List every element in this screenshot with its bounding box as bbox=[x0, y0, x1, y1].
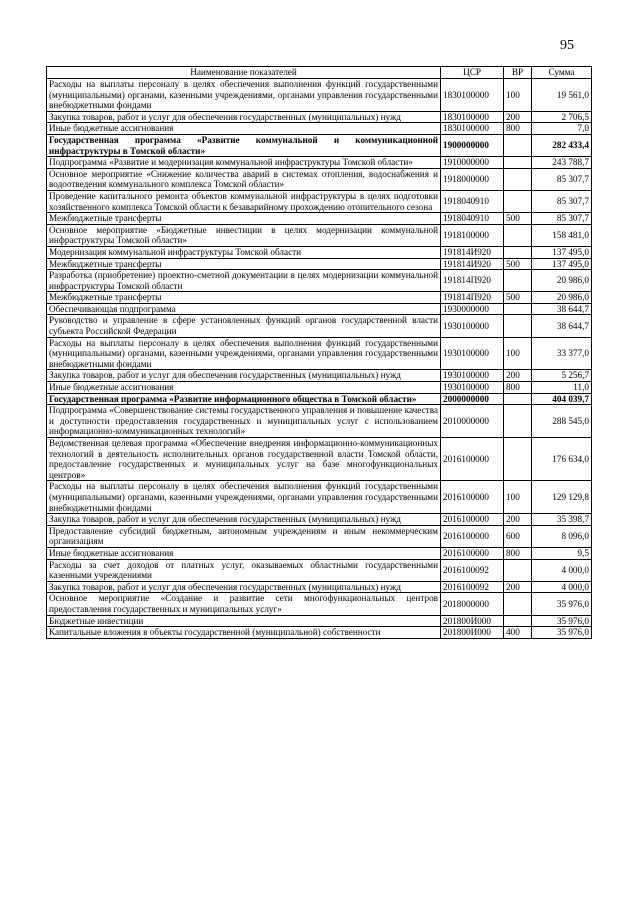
row-code-cell: 2016100000 bbox=[441, 547, 504, 559]
row-code-cell: 191814П920 bbox=[441, 270, 504, 292]
table-row bbox=[47, 111, 592, 123]
row-code-cell: 1930100000 bbox=[441, 370, 504, 382]
row-vr-cell: 200 bbox=[504, 370, 532, 382]
row-code-cell: 191814И920 bbox=[441, 258, 504, 270]
table-row bbox=[47, 337, 592, 370]
row-code-cell: 1918000000 bbox=[441, 168, 504, 190]
table-row bbox=[47, 258, 592, 270]
row-vr-cell: 100 bbox=[504, 481, 532, 514]
row-name-cell: Бюджетные инвестиции bbox=[47, 615, 441, 627]
row-sum-cell: 282 433,4 bbox=[532, 134, 592, 156]
row-name-cell: Иные бюджетные ассигнования bbox=[47, 382, 441, 394]
table-row bbox=[47, 615, 592, 627]
row-sum-cell: 35 976,0 bbox=[532, 593, 592, 615]
table-row bbox=[47, 190, 592, 212]
row-vr-cell bbox=[504, 405, 532, 438]
row-sum-cell: 20 986,0 bbox=[532, 292, 592, 304]
row-code-cell: 201800И000 bbox=[441, 627, 504, 639]
row-name-cell: Государственная программа «Развитие информационного общества в Томской области» bbox=[47, 393, 441, 405]
table-row bbox=[47, 134, 592, 156]
row-name-cell: Межбюджетные трансферты bbox=[47, 213, 441, 225]
row-code-cell: 2010000000 bbox=[441, 405, 504, 438]
row-name-cell: Закупка товаров, работ и услуг для обеспечения государственных (муниципальных) нужд bbox=[47, 111, 441, 123]
row-name-cell: Основное мероприятие «Снижение количества аварий в системах отопления, водоснабжения и водоотведения коммунального комплекса Томской области» bbox=[47, 168, 441, 190]
row-vr-cell bbox=[504, 559, 532, 581]
row-name-cell: Закупка товаров, работ и услуг для обеспечения государственных (муниципальных) нужд bbox=[47, 370, 441, 382]
row-code-cell: 201800И000 bbox=[441, 615, 504, 627]
row-code-cell: 1830100000 bbox=[441, 111, 504, 123]
row-name-cell: Проведение капитального ремонта объектов коммунальной инфраструктуры в целях подготовки хозяйственного комплекса Томской области к безаварийному прохождению отопительного сезона bbox=[47, 190, 441, 212]
row-sum-cell: 4 000,0 bbox=[532, 559, 592, 581]
row-code-cell: 2016100000 bbox=[441, 514, 504, 526]
row-vr-cell bbox=[504, 270, 532, 292]
column-header-code: ЦСР bbox=[441, 67, 504, 79]
row-sum-cell: 137 495,0 bbox=[532, 246, 592, 258]
table-row bbox=[47, 246, 592, 258]
row-sum-cell: 137 495,0 bbox=[532, 258, 592, 270]
table-row bbox=[47, 514, 592, 526]
column-header-name: Наименование показателей bbox=[47, 67, 441, 79]
row-name-cell: Разработка (приобретение) проектно-сметной документации в целях модернизации коммунальной инфраструктуры Томской области bbox=[47, 270, 441, 292]
row-vr-cell bbox=[504, 593, 532, 615]
row-vr-cell: 500 bbox=[504, 292, 532, 304]
table-row bbox=[47, 292, 592, 304]
table-row bbox=[47, 370, 592, 382]
table-row bbox=[47, 157, 592, 169]
row-name-cell: Иные бюджетные ассигнования bbox=[47, 123, 441, 135]
row-vr-cell: 500 bbox=[504, 258, 532, 270]
table-row bbox=[47, 481, 592, 514]
table-row bbox=[47, 213, 592, 225]
row-vr-cell bbox=[504, 438, 532, 481]
row-sum-cell: 404 039,7 bbox=[532, 393, 592, 405]
row-vr-cell: 200 bbox=[504, 514, 532, 526]
row-name-cell: Межбюджетные трансферты bbox=[47, 292, 441, 304]
row-sum-cell: 11,0 bbox=[532, 382, 592, 394]
row-vr-cell bbox=[504, 303, 532, 315]
row-sum-cell: 176 634,0 bbox=[532, 438, 592, 481]
row-code-cell: 1918100000 bbox=[441, 224, 504, 246]
row-sum-cell: 288 545,0 bbox=[532, 405, 592, 438]
row-vr-cell: 100 bbox=[504, 337, 532, 370]
row-sum-cell: 85 307,7 bbox=[532, 168, 592, 190]
row-code-cell: 191814П920 bbox=[441, 292, 504, 304]
page-number: 95 bbox=[560, 38, 574, 53]
row-name-cell: Подпрограмма «Совершенствование системы государственного управления и повышение качества и доступности предоставления государственных и муниципальных услуг с использованием информационно-коммуникационных технологий» bbox=[47, 405, 441, 438]
row-name-cell: Модернизация коммунальной инфраструктуры Томской области bbox=[47, 246, 441, 258]
row-sum-cell: 4 000,0 bbox=[532, 581, 592, 593]
row-vr-cell bbox=[504, 224, 532, 246]
row-name-cell: Руководство и управление в сфере установленных функций органов государственной власти субъекта Российской Федерации bbox=[47, 315, 441, 337]
row-code-cell: 2016100092 bbox=[441, 559, 504, 581]
table-row bbox=[47, 438, 592, 481]
row-name-cell: Обеспечивающая подпрограмма bbox=[47, 303, 441, 315]
table-row bbox=[47, 627, 592, 639]
row-name-cell: Расходы на выплаты персоналу в целях обеспечения выполнения функций государственными (муниципальными) органами, казенными учреждениями, органами управления государственными внебюджетными фондами bbox=[47, 481, 441, 514]
table-row bbox=[47, 547, 592, 559]
row-sum-cell: 19 561,0 bbox=[532, 79, 592, 112]
table-row bbox=[47, 581, 592, 593]
row-code-cell: 1930100000 bbox=[441, 315, 504, 337]
table-row bbox=[47, 303, 592, 315]
table-row bbox=[47, 123, 592, 135]
row-sum-cell: 35 398,7 bbox=[532, 514, 592, 526]
row-sum-cell: 38 644,7 bbox=[532, 315, 592, 337]
row-name-cell: Основное мероприятие «Создание и развитие сети многофункциональных центров предоставления государственных и муниципальных услуг» bbox=[47, 593, 441, 615]
row-code-cell: 1900000000 bbox=[441, 134, 504, 156]
budget-table bbox=[46, 66, 592, 639]
row-vr-cell: 400 bbox=[504, 627, 532, 639]
table-row bbox=[47, 168, 592, 190]
row-name-cell: Расходы на выплаты персоналу в целях обеспечения выполнения функций государственными (муниципальными) органами, казенными учреждениями, органами управления государственными внебюджетными фондами bbox=[47, 337, 441, 370]
column-header-vr: ВР bbox=[504, 67, 532, 79]
row-code-cell: 2000000000 bbox=[441, 393, 504, 405]
row-name-cell: Закупка товаров, работ и услуг для обеспечения государственных (муниципальных) нужд bbox=[47, 514, 441, 526]
row-name-cell: Закупка товаров, работ и услуг для обеспечения государственных (муниципальных) нужд bbox=[47, 581, 441, 593]
row-code-cell: 1918040910 bbox=[441, 190, 504, 212]
row-vr-cell bbox=[504, 190, 532, 212]
table-row bbox=[47, 270, 592, 292]
row-sum-cell: 5 256,7 bbox=[532, 370, 592, 382]
row-name-cell: Ведомственная целевая программа «Обеспечение внедрения информационно-коммуникационных технологий в деятельность исполнительных органов государственной власти Томской области, предоставление государственных и муниципальных услуг на базе многофункциональных центров» bbox=[47, 438, 441, 481]
row-vr-cell: 500 bbox=[504, 213, 532, 225]
table-row bbox=[47, 79, 592, 112]
column-header-sum: Сумма bbox=[532, 67, 592, 79]
row-sum-cell: 85 307,7 bbox=[532, 213, 592, 225]
row-sum-cell: 243 788,7 bbox=[532, 157, 592, 169]
row-code-cell: 1910000000 bbox=[441, 157, 504, 169]
row-name-cell: Государственная программа «Развитие коммунальной и коммуникационной инфраструктуры в Томской области» bbox=[47, 134, 441, 156]
row-vr-cell bbox=[504, 246, 532, 258]
table-row bbox=[47, 593, 592, 615]
row-vr-cell bbox=[504, 168, 532, 190]
row-name-cell: Капитальные вложения в объекты государственной (муниципальной) собственности bbox=[47, 627, 441, 639]
row-code-cell: 2018000000 bbox=[441, 593, 504, 615]
row-code-cell: 1930100000 bbox=[441, 382, 504, 394]
row-sum-cell: 38 644,7 bbox=[532, 303, 592, 315]
row-code-cell: 2016100092 bbox=[441, 581, 504, 593]
row-code-cell: 1830100000 bbox=[441, 123, 504, 135]
row-vr-cell bbox=[504, 615, 532, 627]
row-code-cell: 2016100000 bbox=[441, 525, 504, 547]
table-body bbox=[47, 79, 592, 639]
row-sum-cell: 7,0 bbox=[532, 123, 592, 135]
row-name-cell: Межбюджетные трансферты bbox=[47, 258, 441, 270]
table-row bbox=[47, 224, 592, 246]
table-header-row bbox=[47, 67, 592, 79]
row-vr-cell bbox=[504, 393, 532, 405]
row-sum-cell: 158 481,0 bbox=[532, 224, 592, 246]
row-vr-cell: 600 bbox=[504, 525, 532, 547]
row-sum-cell: 33 377,0 bbox=[532, 337, 592, 370]
row-vr-cell: 800 bbox=[504, 123, 532, 135]
table-row bbox=[47, 405, 592, 438]
row-name-cell: Подпрограмма «Развитие и модернизация коммунальной инфраструктуры Томской области» bbox=[47, 157, 441, 169]
row-code-cell: 1918040910 bbox=[441, 213, 504, 225]
row-sum-cell: 20 986,0 bbox=[532, 270, 592, 292]
row-sum-cell: 85 307,7 bbox=[532, 190, 592, 212]
row-code-cell: 1830100000 bbox=[441, 79, 504, 112]
row-vr-cell: 200 bbox=[504, 111, 532, 123]
row-code-cell: 2016100000 bbox=[441, 481, 504, 514]
row-sum-cell: 35 976,0 bbox=[532, 627, 592, 639]
row-code-cell: 1930000000 bbox=[441, 303, 504, 315]
table-row bbox=[47, 315, 592, 337]
row-vr-cell bbox=[504, 315, 532, 337]
row-vr-cell: 200 bbox=[504, 581, 532, 593]
row-name-cell: Основное мероприятие «Бюджетные инвестиции в целях модернизации коммунальной инфраструктуры Томской области» bbox=[47, 224, 441, 246]
row-vr-cell bbox=[504, 134, 532, 156]
table-row bbox=[47, 393, 592, 405]
table-row bbox=[47, 382, 592, 394]
row-name-cell: Предоставление субсидий бюджетным, автономным учреждениям и иным некоммерческим организациям bbox=[47, 525, 441, 547]
row-code-cell: 1930100000 bbox=[441, 337, 504, 370]
row-sum-cell: 9,5 bbox=[532, 547, 592, 559]
row-vr-cell: 100 bbox=[504, 79, 532, 112]
table-row bbox=[47, 559, 592, 581]
row-sum-cell: 2 706,5 bbox=[532, 111, 592, 123]
row-name-cell: Расходы на выплаты персоналу в целях обеспечения выполнения функций государственными (муниципальными) органами, казенными учреждениями, органами управления государственными внебюджетными фондами bbox=[47, 79, 441, 112]
row-sum-cell: 8 096,0 bbox=[532, 525, 592, 547]
row-sum-cell: 129 129,8 bbox=[532, 481, 592, 514]
row-code-cell: 191814И920 bbox=[441, 246, 504, 258]
row-vr-cell: 800 bbox=[504, 382, 532, 394]
row-sum-cell: 35 976,0 bbox=[532, 615, 592, 627]
row-vr-cell: 800 bbox=[504, 547, 532, 559]
table-row bbox=[47, 525, 592, 547]
row-name-cell: Расходы за счет доходов от платных услуг, оказываемых областными государственными казенными учреждениями bbox=[47, 559, 441, 581]
row-code-cell: 2016100000 bbox=[441, 438, 504, 481]
row-name-cell: Иные бюджетные ассигнования bbox=[47, 547, 441, 559]
row-vr-cell bbox=[504, 157, 532, 169]
